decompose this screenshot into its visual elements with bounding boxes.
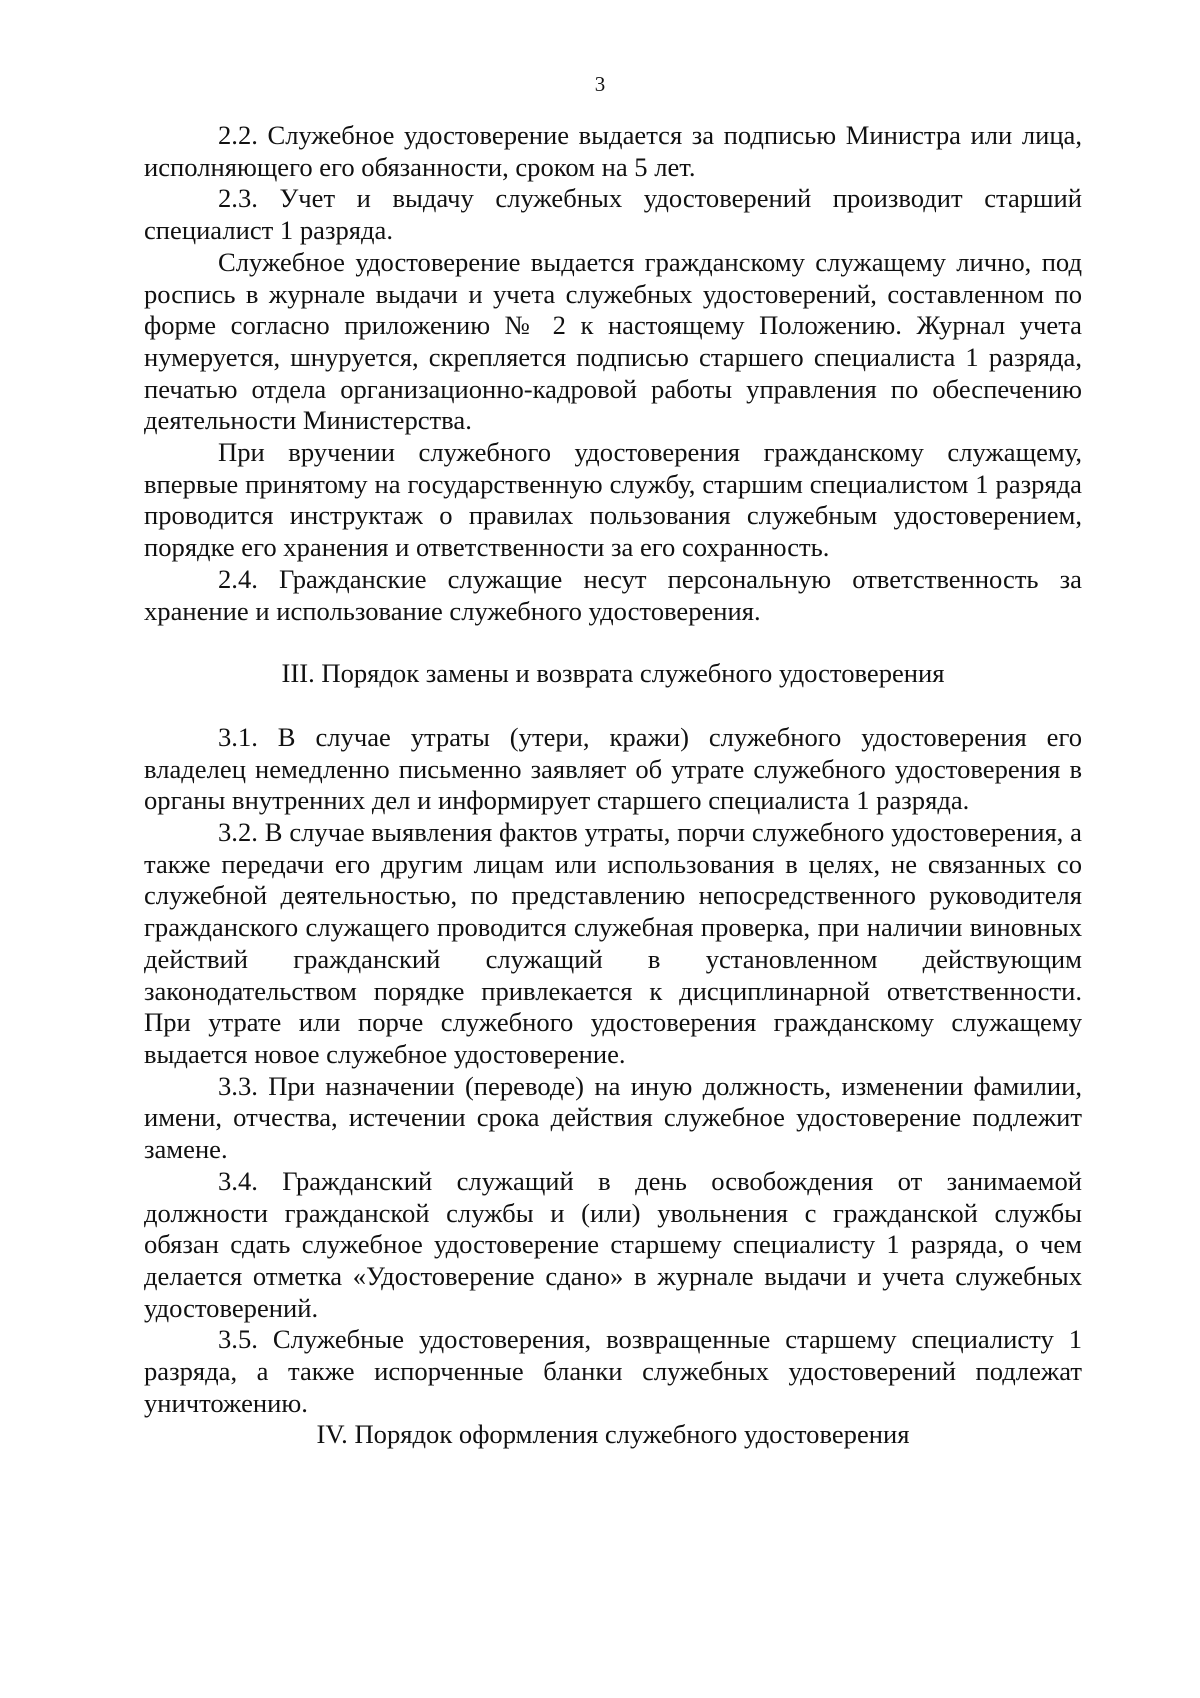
paragraph-2-3: 2.3. Учет и выдачу служебных удостоверений производит старший специалист 1 разряда.	[144, 183, 1082, 246]
section-4-heading: IV. Порядок оформления служебного удостоверения	[316, 1419, 910, 1450]
paragraph-instruction: При вручении служебного удостоверения гражданскому служащему, впервые принятому на государственную службу, старшим специалистом 1 разряда проводится инструктаж о правилах пользования служебным удостоверением, порядке его хранения и ответственности за его сохранность.	[144, 437, 1082, 563]
paragraph-3-1: 3.1. В случае утраты (утери, кражи) служебного удостоверения его владелец немедленно письменно заявляет об утрате служебного удостоверения в органы внутренних дел и информирует старшего специалиста 1 разряда.	[144, 721, 1082, 816]
page-number: 3	[594, 72, 606, 96]
section-3-heading: III. Порядок замены и возврата служебного удостоверения	[281, 658, 945, 689]
paragraph-2-2: 2.2. Служебное удостоверение выдается за подписью Министра или лица, исполняющего его обязанности, сроком на 5 лет.	[144, 120, 1082, 182]
paragraph-3-3: 3.3. При назначении (переводе) на иную должность, изменении фамилии, имени, отчества, истечении срока действия служебное удостоверение подлежит замене.	[144, 1070, 1082, 1165]
paragraph-3-4: 3.4. Гражданский служащий в день освобождения от занимаемой должности гражданской службы и (или) увольнения с гражданской службы обязан сдать служебное удостоверение старшему специалисту 1 разряда, о чем делается отметка «Удостоверение сдано» в журнале выдачи и учета служебных удостоверений.	[144, 1165, 1082, 1323]
paragraph-2-4: 2.4. Гражданские служащие несут персональную ответственность за хранение и использование служебного удостоверения.	[144, 563, 1082, 626]
paragraph-issuance: Служебное удостоверение выдается гражданскому служащему лично, под роспись в журнале выдачи и учета служебных удостоверений, составленном по форме согласно приложению № 2 к настоящему Положению. Журнал учета нумеруется, шнуруется, скрепляется подписью старшего специалиста 1 разряда, печатью отдела организационно-кадровой работы управления по обеспечению деятельности Министерства.	[144, 246, 1082, 436]
paragraph-3-5: 3.5. Служебные удостоверения, возвращенные старшему специалисту 1 разряда, а также испорченные бланки служебных удостоверений подлежат уничтожению.	[144, 1324, 1082, 1418]
document-body	[144, 120, 1082, 1451]
paragraph-3-2: 3.2. В случае выявления фактов утраты, порчи служебного удостоверения, а также передачи его другим лицам или использования в целях, не связанных со служебной деятельностью, по представлению непосредственного руководителя гражданского служащего проводится служебная проверка, при наличии виновных действий гражданский служащий в установленном действующим законодательством порядке привлекается к дисциплинарной ответственности. При утрате или порче служебного удостоверения гражданскому служащему выдается новое служебное удостоверение.	[144, 817, 1082, 1069]
